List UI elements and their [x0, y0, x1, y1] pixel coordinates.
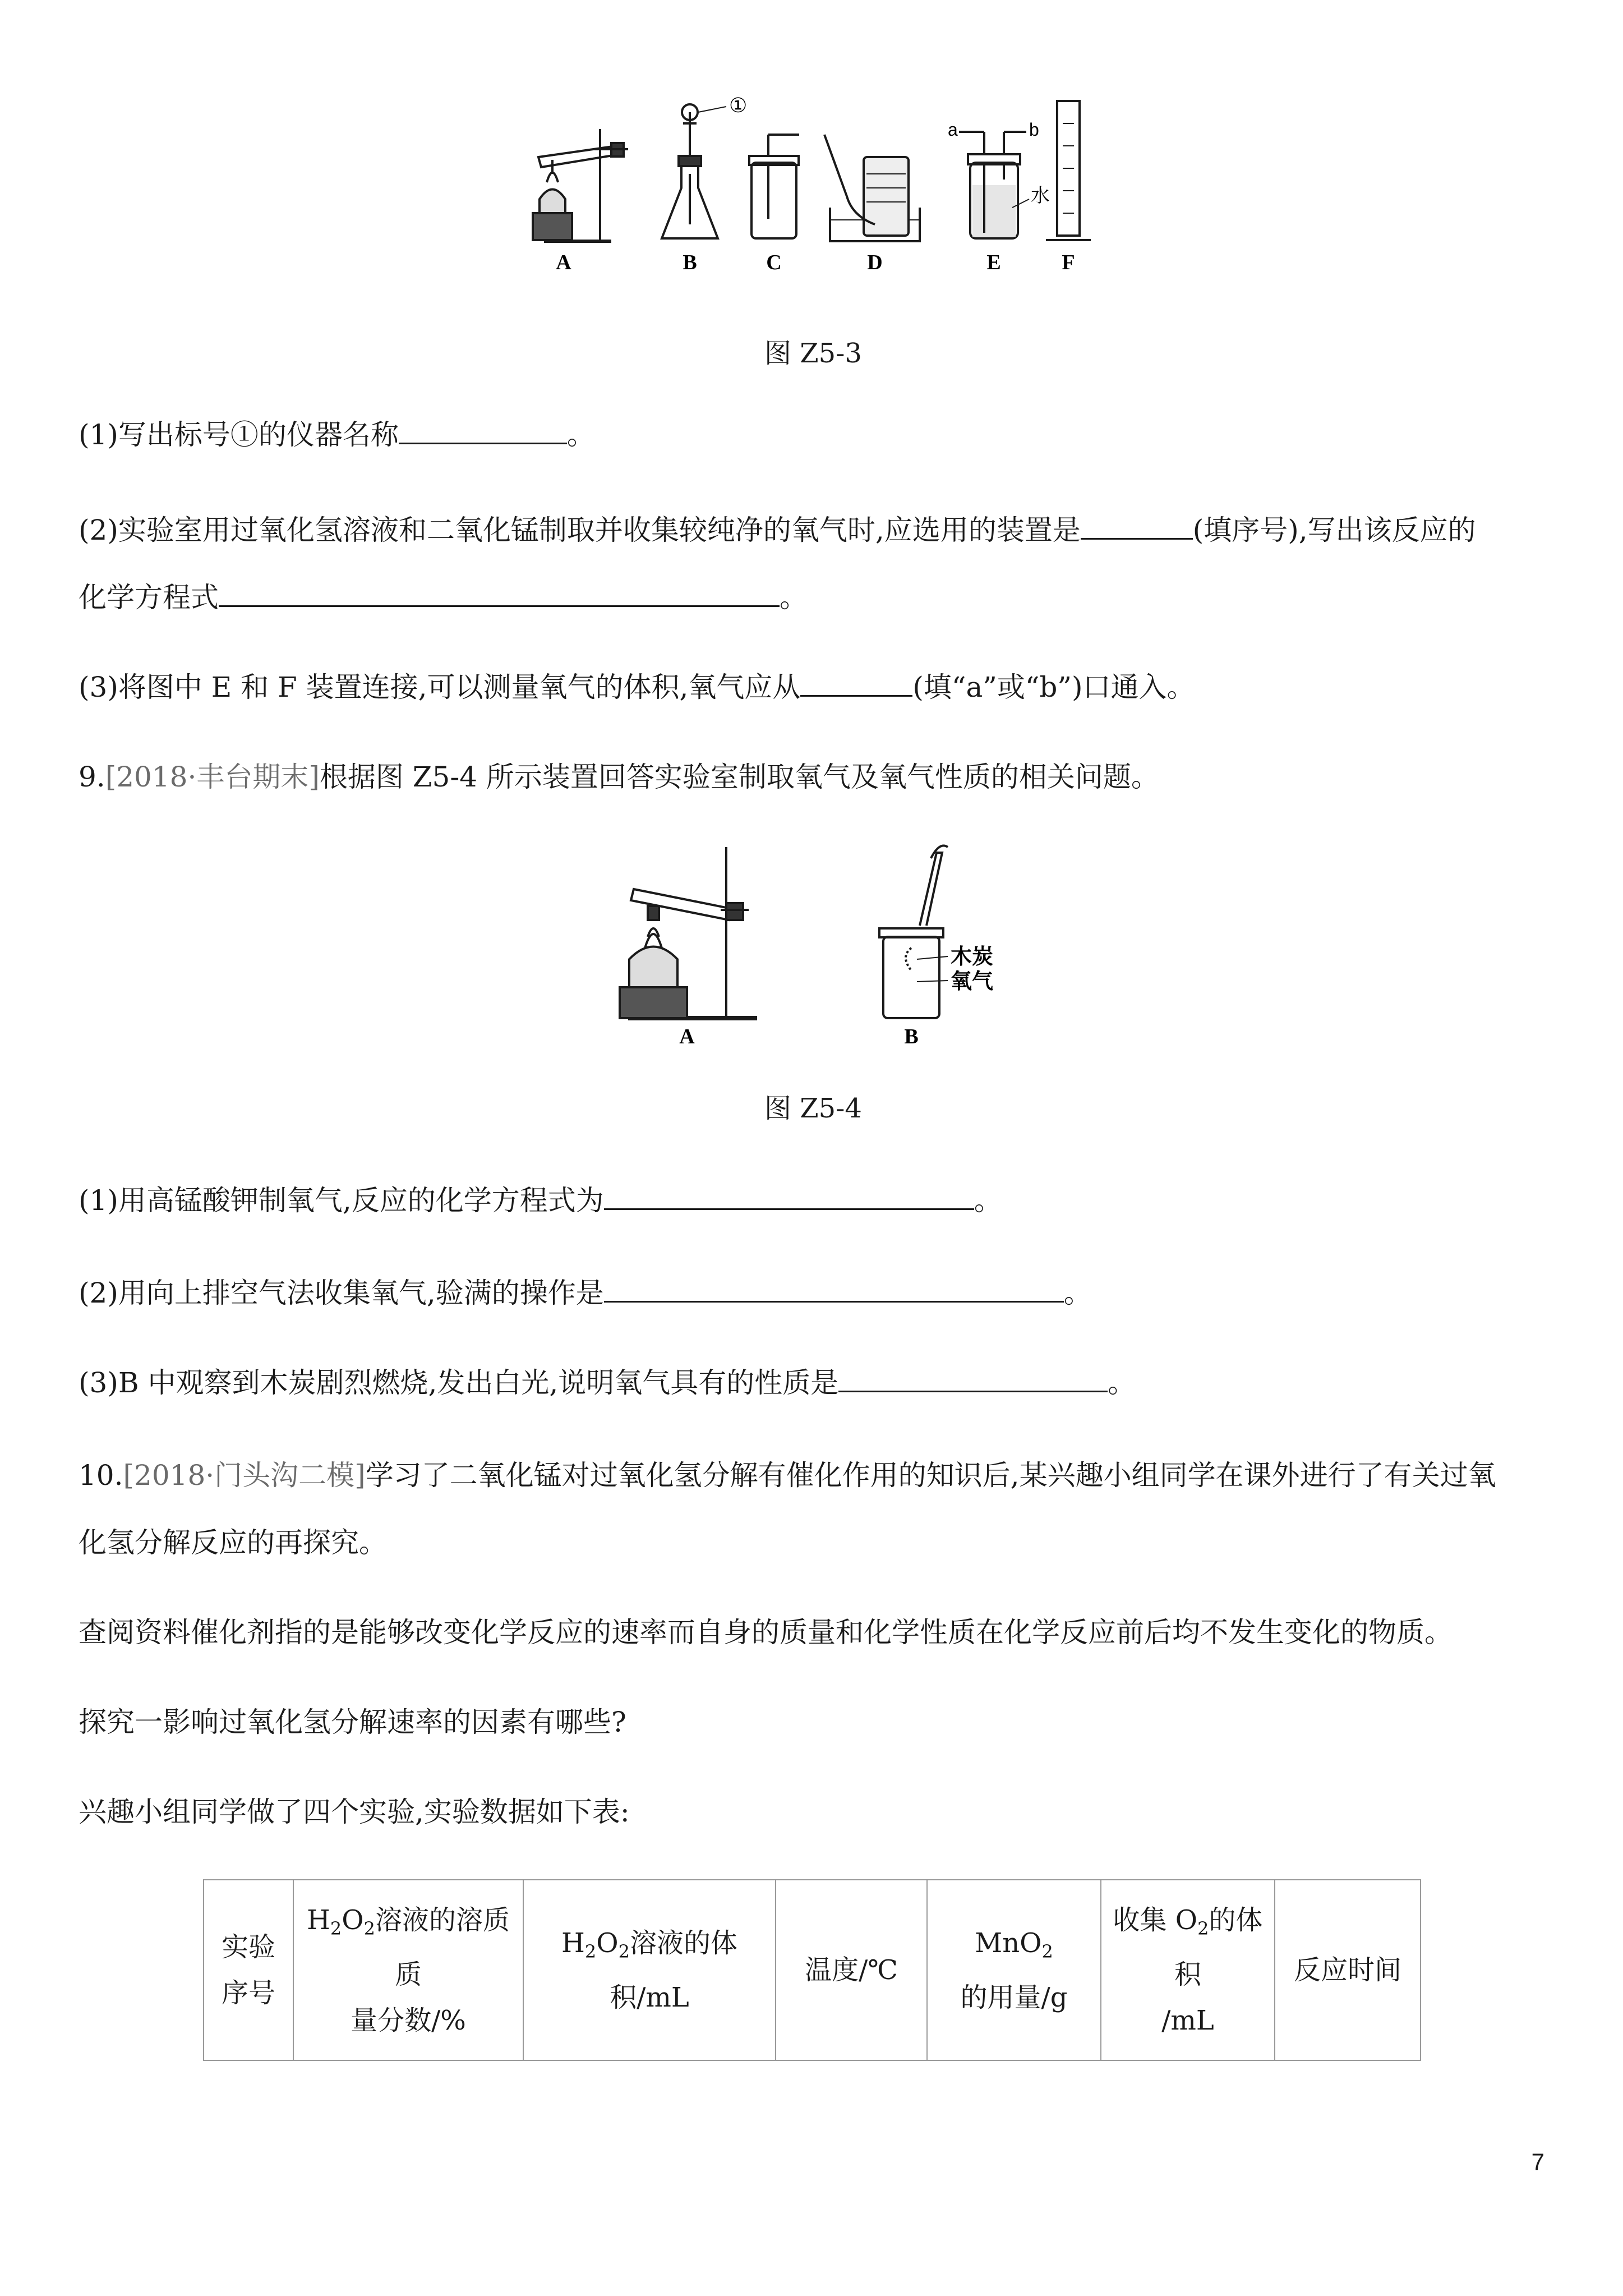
- figure-z5-4: [606, 836, 1032, 1049]
- q9-stem: 9.[2018·丰台期末]根据图 Z5-4 所示装置回答实验室制取氧气及氧气性质的相关问题。: [79, 761, 1159, 793]
- q10-info: 查阅资料催化剂指的是能够改变化学反应的速率而自身的质量和化学性质在化学反应前后均不发生变化的物质。: [79, 1616, 1453, 1649]
- apparatus-d: [824, 135, 920, 241]
- q8-part2-cont: 化学方程式 。: [79, 578, 808, 617]
- label-9b: B: [904, 1025, 919, 1048]
- label-c: C: [766, 251, 782, 274]
- answer-blank-q8-3[interactable]: [800, 668, 912, 697]
- col-reaction-time: 反应时间: [1275, 1880, 1421, 2060]
- q9-part3: (3)B 中观察到木炭剧烈燃烧,发出白光,说明氧气具有的性质是 。: [79, 1363, 1136, 1402]
- figure-caption-z5-3: 图 Z5-3: [764, 338, 862, 369]
- q10-stem-cont: 化氢分解反应的再探究。: [79, 1526, 387, 1559]
- answer-blank-q8-1[interactable]: [399, 416, 567, 444]
- label-f: F: [1062, 251, 1075, 274]
- q10-intro: 兴趣小组同学做了四个实验,实验数据如下表:: [79, 1796, 630, 1828]
- col-experiment-no: 实验 序号: [204, 1880, 293, 2060]
- answer-blank-q8-2b[interactable]: [219, 578, 780, 607]
- answer-blank-q8-2a[interactable]: [1081, 511, 1193, 540]
- q10-stem: 10.[2018·门头沟二模]学习了二氧化锰对过氧化氢分解有催化作用的知识后,某兴趣小组同学在课外进行了有关过氧: [79, 1459, 1496, 1492]
- q9-part2: (2)用向上排空气法收集氧气,验满的操作是 。: [79, 1273, 1092, 1313]
- q10-explore: 探究一影响过氧化氢分解速率的因素有哪些?: [79, 1706, 626, 1738]
- answer-blank-q9-3[interactable]: [838, 1364, 1108, 1392]
- apparatus-c: [749, 135, 799, 238]
- port-a: a: [948, 119, 958, 140]
- experiment-table: [203, 1879, 1421, 2061]
- label-d: D: [867, 251, 883, 274]
- charcoal-label: 木炭: [951, 944, 994, 969]
- label-a: A: [556, 251, 571, 274]
- q8-part1: (1)写出标号①的仪器名称 。: [79, 415, 595, 454]
- figure-z5-3: [505, 90, 1122, 275]
- apparatus-9a: [620, 847, 757, 1018]
- apparatus-f: [1046, 101, 1091, 240]
- water-label: 水: [1031, 185, 1050, 207]
- q8-part2: (2)实验室用过氧化氢溶液和二氧化锰制取并收集较纯净的氧气时,应选用的装置是 (填序号),写出该反应的: [79, 510, 1476, 550]
- port-b: b: [1029, 119, 1039, 140]
- apparatus-a: [533, 129, 628, 241]
- q9-source: [2018·丰台期末]: [105, 761, 320, 793]
- oxygen-label: 氧气: [951, 969, 994, 993]
- col-temperature: 温度/℃: [776, 1880, 927, 2060]
- apparatus-b: [662, 104, 726, 238]
- q8-part3: (3)将图中 E 和 F 装置连接,可以测量氧气的体积,氧气应从 (填“a”或“b”)口通入。: [79, 668, 1195, 707]
- col-mno2-amount: MnO$_2$ 的用量/g: [927, 1880, 1101, 2060]
- col-volume: $H_2O_2$溶液的体积/mL: [523, 1880, 776, 2060]
- col-o2-volume: 收集 $O_2$的体积 /mL: [1101, 1880, 1275, 2060]
- q10-source: [2018·门头沟二模]: [123, 1459, 366, 1492]
- q9-part1: (1)用高锰酸钾制氧气,反应的化学方程式为 。: [79, 1181, 1002, 1220]
- label-e: E: [986, 251, 1001, 274]
- col-concentration: $H_2O_2$溶液的溶质质 量分数/%: [293, 1880, 523, 2060]
- apparatus-e: [959, 132, 1029, 238]
- answer-blank-q9-1[interactable]: [604, 1181, 974, 1210]
- answer-blank-q9-2[interactable]: [604, 1274, 1064, 1303]
- table-header-row: [204, 1880, 1421, 2060]
- page-number: 7: [1531, 2148, 1544, 2175]
- marker-1: ①: [729, 94, 748, 117]
- figure-caption-z5-4: 图 Z5-4: [764, 1093, 862, 1124]
- label-b: B: [683, 251, 697, 274]
- label-9a: A: [679, 1025, 695, 1048]
- apparatus-9b: [879, 846, 948, 1019]
